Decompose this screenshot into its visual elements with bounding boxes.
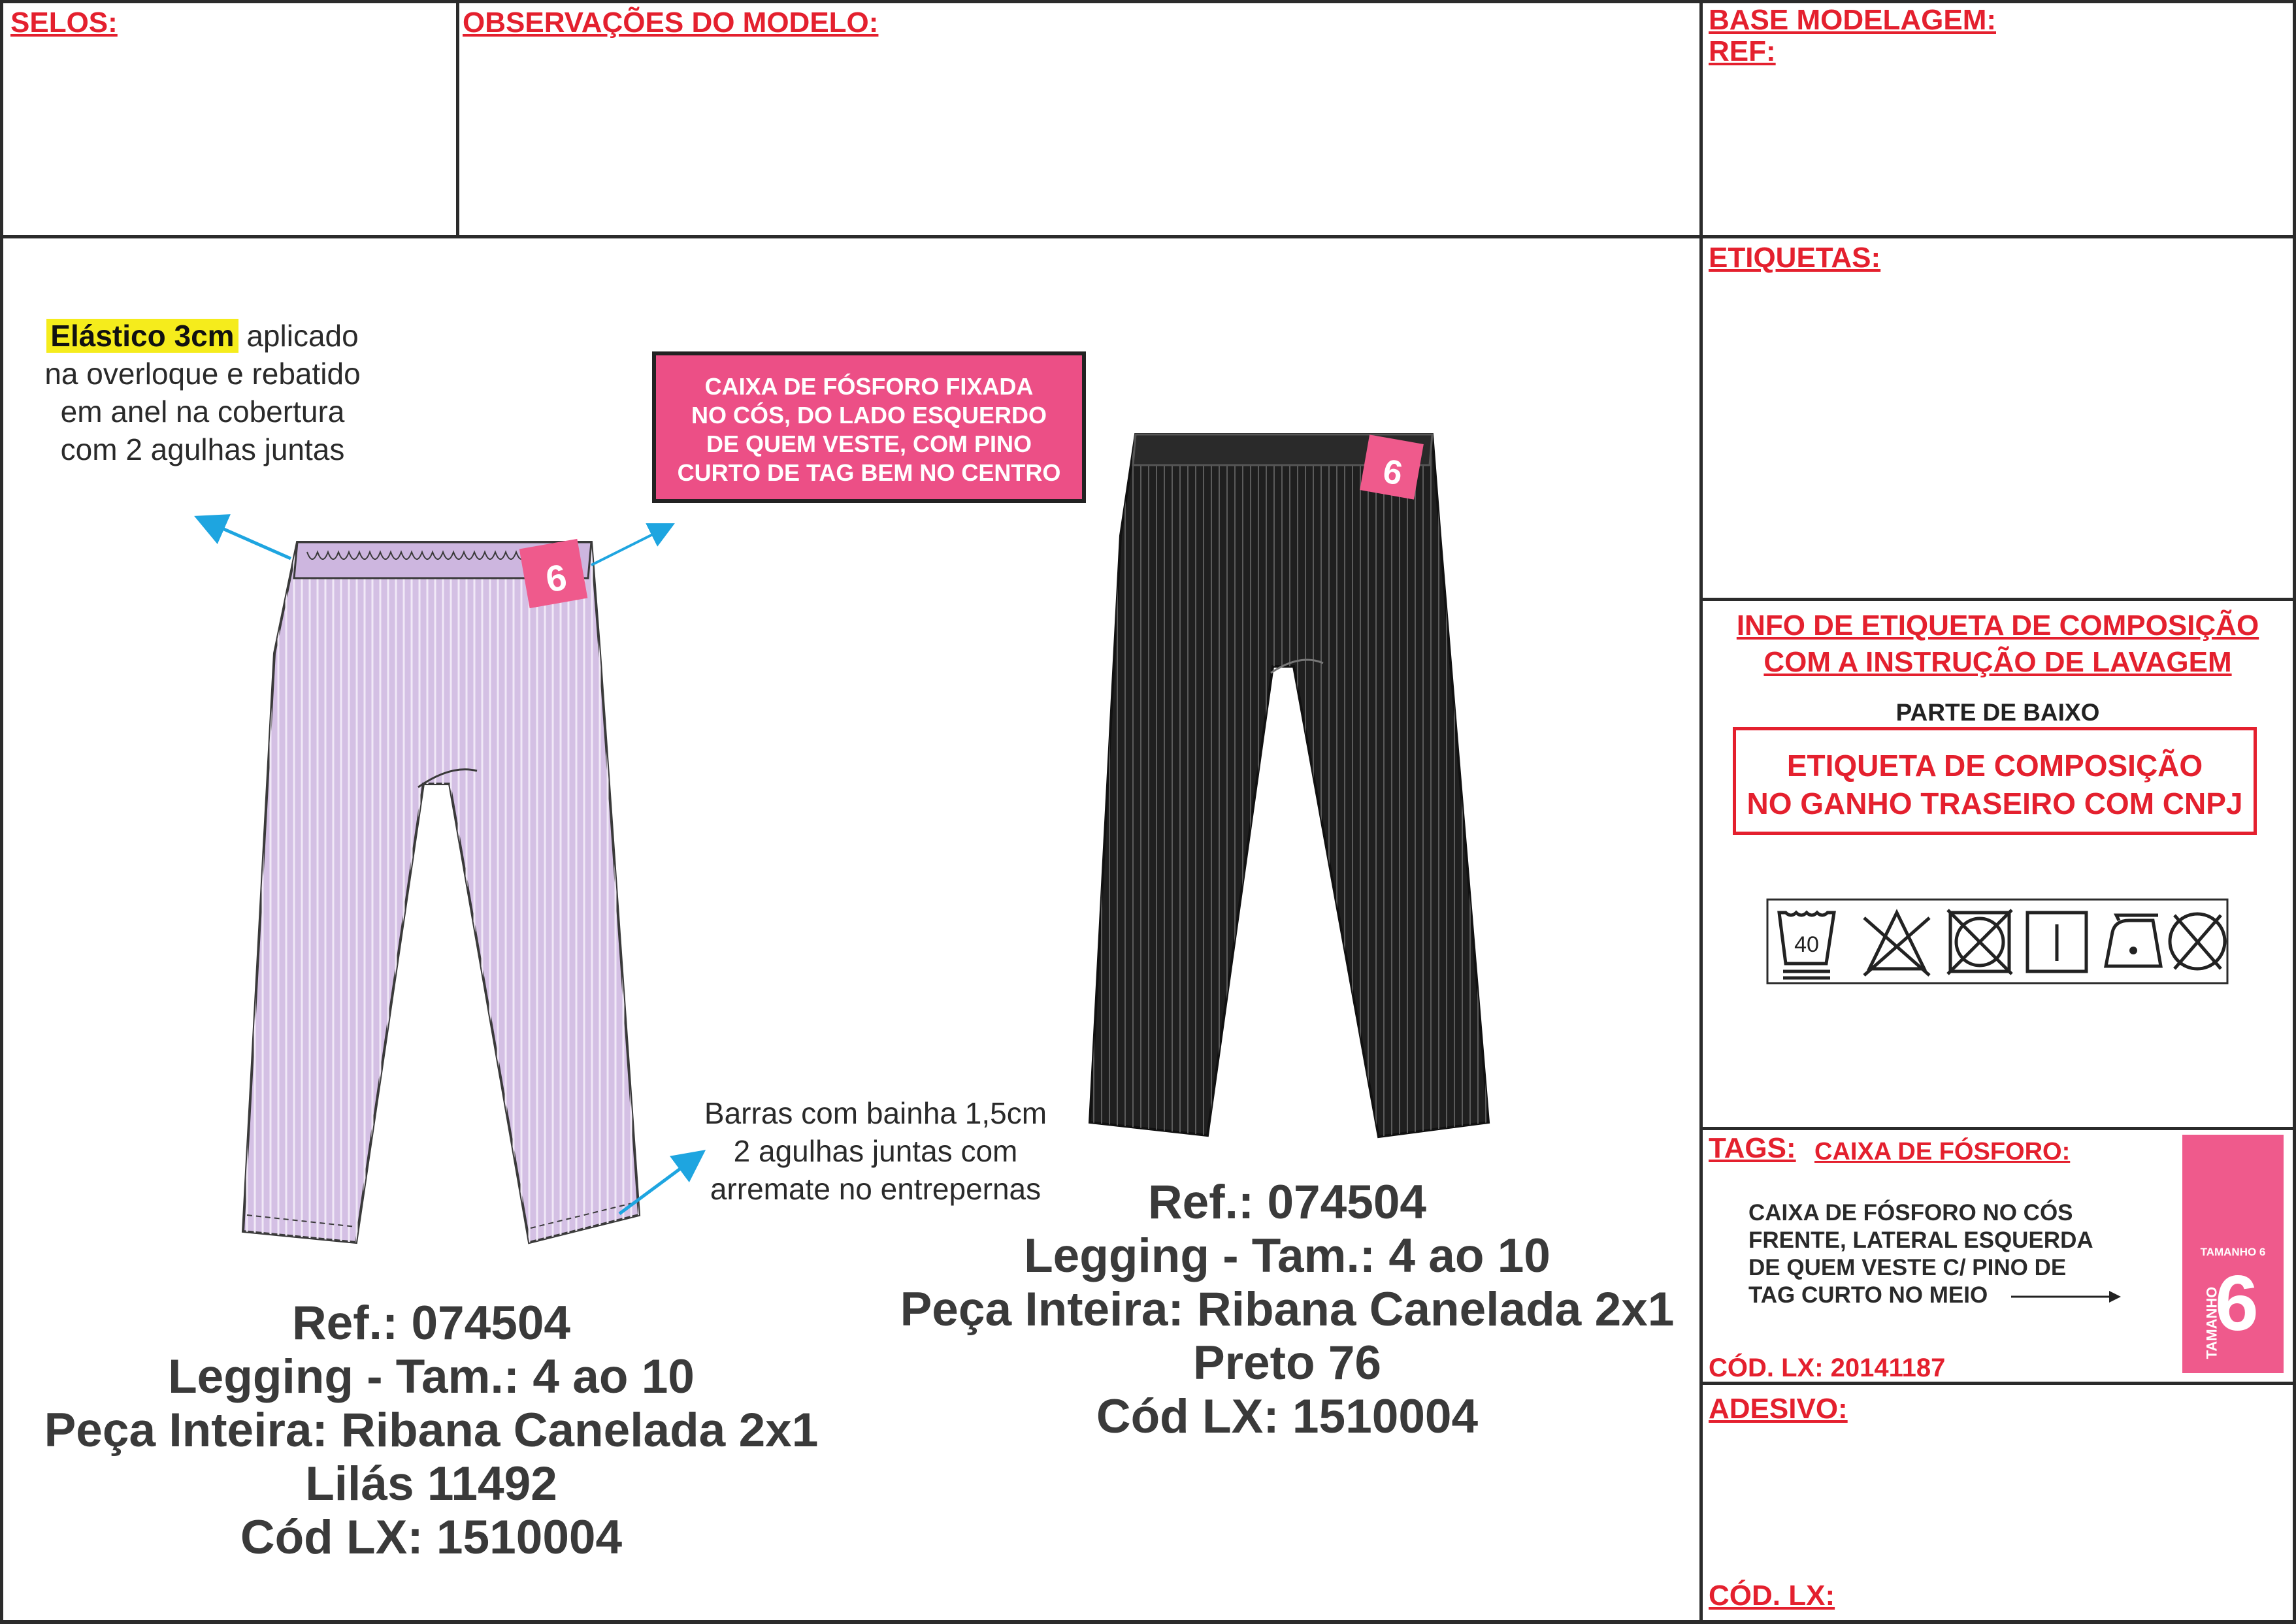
arrow-elastic-left	[209, 523, 291, 559]
size-tag-number: 6	[2215, 1259, 2259, 1347]
matchbox-note-line: CURTO DE TAG BEM NO CENTRO	[677, 459, 1061, 486]
composicao-box-line1: ETIQUETA DE COMPOSIÇÃO	[1786, 749, 2203, 783]
hem-line: arremate no entrepernas	[710, 1172, 1041, 1206]
size-tag-label: TAMANHO 6	[2200, 1246, 2266, 1258]
matchbox-note-line: CAIXA DE FÓSFORO FIXADA	[704, 373, 1034, 400]
no-tumble-dry-icon	[1948, 910, 2012, 974]
elastic-rest: aplicado	[238, 319, 359, 353]
care-symbols-strip	[1766, 898, 2229, 984]
black-legging	[1090, 434, 1488, 1137]
elastic-line: em anel na cobertura	[60, 395, 345, 429]
model-line: Lilás 11492	[305, 1457, 557, 1510]
observacoes-header: OBSERVAÇÕES DO MODELO:	[463, 7, 879, 39]
tags-instruction-line: CAIXA DE FÓSFORO NO CÓS	[1748, 1200, 2073, 1226]
model-line: Legging - Tam.: 4 ao 10	[168, 1350, 695, 1403]
divider-etiquetas	[1699, 598, 2296, 601]
model-line: Cód LX: 1510004	[240, 1511, 623, 1564]
border-right	[2293, 0, 2296, 1624]
model-lilac-description	[13, 1297, 849, 1565]
tags-instruction-line: TAG CURTO NO MEIO	[1748, 1282, 1988, 1308]
elastic-highlight: Elástico 3cm	[46, 319, 238, 353]
size-tag	[2182, 1135, 2284, 1373]
ref-header: REF:	[1709, 35, 1776, 67]
base-modelagem-header: BASE MODELAGEM:	[1709, 4, 1996, 36]
wash-temp-label: 40	[1794, 932, 1819, 957]
arrow-elastic-right	[591, 529, 663, 565]
arrow-right-icon	[2011, 1287, 2122, 1307]
adesivo-header: ADESIVO:	[1709, 1393, 1848, 1425]
composicao-box-line2: NO GANHO TRASEIRO COM CNPJ	[1747, 787, 2243, 820]
model-line: Cód LX: 1510004	[1096, 1390, 1479, 1443]
adesivo-cod-lx: CÓD. LX:	[1709, 1580, 1835, 1612]
model-line: Preto 76	[1192, 1337, 1382, 1389]
composicao-title-line2: COM A INSTRUÇÃO DE LAVAGEM	[1763, 646, 2232, 678]
model-line: Ref.: 074504	[1147, 1176, 1427, 1229]
composicao-subtitle: PARTE DE BAIXO	[1895, 699, 2100, 726]
composicao-title-line1: INFO DE ETIQUETA DE COMPOSIÇÃO	[1736, 609, 2259, 641]
matchbox-note-line: DE QUEM VESTE, COM PINO	[706, 430, 1032, 457]
border-bottom	[0, 1620, 2296, 1624]
svg-text:6: 6	[1380, 452, 1405, 493]
tags-cod-lx: CÓD. LX: 20141187	[1709, 1354, 1946, 1382]
model-line: Ref.: 074504	[291, 1297, 571, 1350]
hem-line: 2 agulhas juntas com	[733, 1134, 1018, 1168]
matchbox-note-line: NO CÓS, DO LADO ESQUERDO	[691, 402, 1047, 429]
divider-composicao	[1699, 1127, 2296, 1130]
elastic-line: com 2 agulhas juntas	[60, 432, 345, 466]
etiquetas-header: ETIQUETAS:	[1709, 242, 1881, 274]
composicao-box	[1733, 727, 2257, 835]
size-tag-vertical-label: TAMANHO	[2203, 1286, 2220, 1359]
svg-text:6: 6	[542, 556, 570, 600]
selos-header: SELOS:	[10, 7, 118, 39]
hem-line: Barras com bainha 1,5cm	[704, 1096, 1047, 1130]
tags-instruction-line: DE QUEM VESTE C/ PINO DE	[1748, 1255, 2067, 1280]
elastic-line: na overloque e rebatido	[44, 357, 361, 391]
composicao-title	[1703, 608, 2293, 681]
tags-instruction-line: FRENTE, LATERAL ESQUERDA	[1748, 1227, 2093, 1253]
model-black-description	[869, 1176, 1705, 1444]
model-line: Legging - Tam.: 4 ao 10	[1024, 1229, 1550, 1282]
tags-header: TAGS:	[1709, 1132, 1796, 1164]
model-line: Peça Inteira: Ribana Canelada 2x1	[44, 1404, 819, 1457]
caixa-fosforo-header: CAIXA DE FÓSFORO:	[1814, 1138, 2071, 1165]
model-line: Peça Inteira: Ribana Canelada 2x1	[900, 1283, 1675, 1336]
lilac-legging	[243, 539, 639, 1242]
